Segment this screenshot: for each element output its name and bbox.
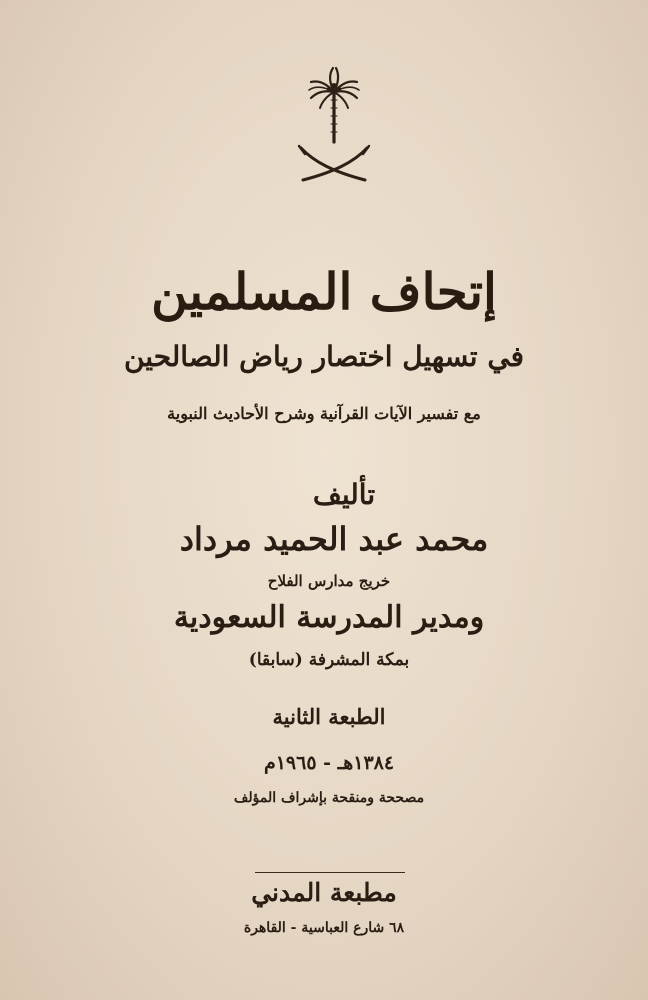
revision-note: مصححة ومنقحة بإشراف المؤلف [233, 790, 425, 806]
edition-label: الطبعة الثانية [272, 704, 386, 729]
book-description: مع تفسير الآيات القرآنية وشرح الأحاديث النبوية [167, 404, 481, 423]
publisher-name: مطبعة المدني [251, 878, 397, 907]
publication-year: ١٣٨٤هـ - ١٩٦٥م [263, 752, 395, 774]
divider-rule [255, 872, 405, 873]
author-title: ومدير المدرسة السعودية [173, 600, 485, 635]
author-graduate: خريج مدارس الفلاح [267, 572, 391, 590]
authoring-label: تأليف [312, 478, 376, 511]
book-title: إتحاف المسلمين [151, 262, 497, 321]
author-name: محمد عبد الحميد مرداد [179, 520, 489, 558]
author-location: بمكة المشرفة (سابقا) [248, 650, 410, 670]
publisher-address: ٦٨ شارع العباسية - القاهرة [243, 920, 405, 936]
book-subtitle: في تسهيل اختصار رياض الصالحين [123, 340, 525, 373]
palm-swords-emblem-icon [289, 62, 379, 192]
